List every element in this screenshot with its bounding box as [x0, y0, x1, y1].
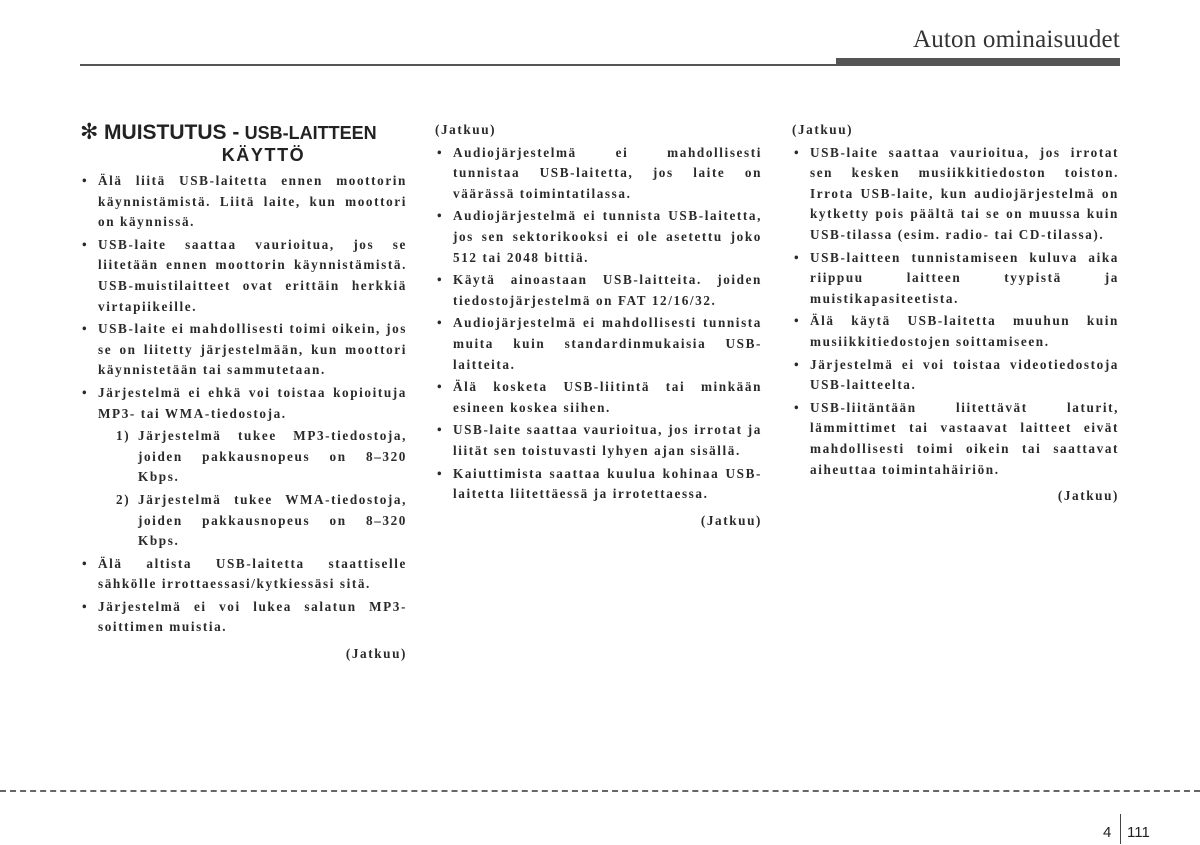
header-rule	[80, 64, 840, 66]
sub-list-item	[98, 490, 407, 552]
page-header-title: Auton ominaisuudet	[912, 26, 1120, 53]
header-rule-accent	[836, 58, 1120, 66]
note-list	[80, 171, 407, 638]
chapter-number: 4	[1103, 824, 1112, 841]
list-item: • USB-laite ei mahdollisesti toimi oikein, jos se on liitetty järjestelmään, kun moottori käynnistetään tai sammutetaan.	[80, 319, 407, 381]
note-heading-title-line1: USB-LAITTEEN	[244, 123, 377, 143]
note-list	[435, 143, 762, 505]
list-item	[80, 383, 407, 552]
list-item: • USB-laite saattaa vaurioitua, jos irrotat ja liität sen toistuvasti lyhyen ajan sisällä.	[435, 420, 762, 461]
column-2	[435, 120, 762, 531]
footer-rule	[0, 790, 1200, 792]
sub-list-number: 1)	[116, 428, 131, 444]
list-item: • USB-liitäntään liitettävät laturit, lämmittimet tai vastaavat laitteet eivät mahdollisesti toimi oikein tai saattavat aiheuttaa toimintahäiriön.	[792, 398, 1119, 480]
list-item: • Älä liitä USB-laitetta ennen moottorin käynnistämistä. Liitä laite, kun moottori on käynnissä.	[80, 171, 407, 233]
sub-list-text: Järjestelmä tukee WMA-tiedostoja, joiden pakkausnopeus on 8–320 Kbps.	[138, 491, 407, 549]
list-item: • Älä altista USB-laitetta staattiselle sähkölle irrottaessasi/kytkiessäsi sitä.	[80, 554, 407, 595]
list-item: • Audiojärjestelmä ei mahdollisesti tunnista muita kuin standardinmukaisia USB-laitteita.	[435, 313, 762, 375]
column-1	[80, 120, 407, 665]
list-item: • Käytä ainoastaan USB-laitteita. joiden tiedostojärjestelmä on FAT 12/16/32.	[435, 270, 762, 311]
list-item: • Älä kosketa USB-liitintä tai minkään esineen koskea siihen.	[435, 377, 762, 418]
list-item: • USB-laite saattaa vaurioitua, jos irrotat sen kesken musiikkitiedoston toiston. Irrota USB-laite, kun audiojärjestelmä on kytketty pois päältä tai se on muussa kuin USB-tilassa (esim. radio- tai CD-tilassa).	[792, 143, 1119, 246]
list-item: • Järjestelmä ei voi toistaa videotiedostoja USB-laitteelta.	[792, 355, 1119, 396]
list-item: • Älä käytä USB-laitetta muuhun kuin musiikkitiedostojen soittamiseen.	[792, 311, 1119, 352]
note-heading	[80, 119, 407, 165]
note-list	[792, 143, 1119, 481]
list-item: • Audiojärjestelmä ei tunnista USB-laitetta, jos sen sektorikooksi ei ole asetettu joko 512 tai 2048 bittiä.	[435, 206, 762, 268]
continued-label: (Jatkuu)	[1057, 488, 1119, 504]
list-item: • Audiojärjestelmä ei mahdollisesti tunnistaa USB-laitetta, jos laite on väärässä toimintatilassa.	[435, 143, 762, 205]
column-3	[792, 120, 1119, 507]
list-item: • USB-laitteen tunnistamiseen kuluva aika riippuu laitteen tyypistä ja muistikapasiteetista.	[792, 248, 1119, 310]
sub-list-text: Järjestelmä tukee MP3-tiedostoja, joiden pakkausnopeus on 8–320 Kbps.	[138, 428, 407, 485]
continued-top-label: (Jatkuu)	[792, 122, 854, 137]
continued-top-label: (Jatkuu)	[435, 122, 497, 137]
page-number-divider	[1120, 814, 1121, 844]
continued-label: (Jatkuu)	[345, 646, 407, 662]
note-heading-lead: MUISTUTUS -	[104, 121, 240, 144]
list-item-text: Järjestelmä ei ehkä voi toistaa kopioituja MP3- tai WMA-tiedostoja.	[98, 384, 407, 421]
continued-label: (Jatkuu)	[700, 512, 762, 528]
sub-list	[98, 426, 407, 552]
list-item: • Kaiuttimista saattaa kuulua kohinaa USB-laitetta liitettäessä ja irrotettaessa.	[435, 464, 762, 505]
page-number: 111	[1127, 824, 1150, 841]
sub-list-item	[98, 426, 407, 488]
note-star-icon: ✻	[80, 119, 101, 144]
sub-list-number: 2)	[116, 491, 131, 507]
list-item: • USB-laite saattaa vaurioitua, jos se liitetään ennen moottorin käynnistämistä. USB-muistilaitteet ovat erittäin herkkiä virtapiikeille.	[80, 235, 407, 317]
note-heading-title-line2: KÄYTTÖ	[221, 145, 306, 165]
list-item: • Järjestelmä ei voi lukea salatun MP3-soittimen muistia.	[80, 597, 407, 638]
